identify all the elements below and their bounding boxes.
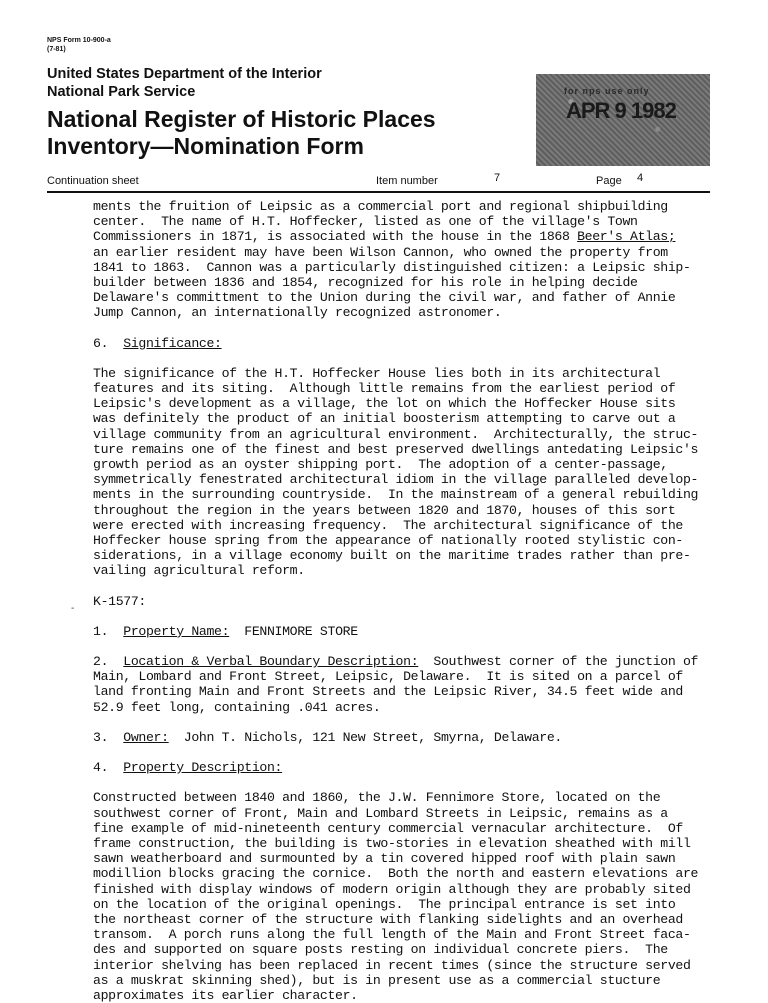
text-line: 1841 to 1863. Cannon was a particularly distinguished citizen: a Leipsic ship-: [93, 259, 691, 275]
text-line: builder between 1836 and 1854, recognized for his role in helping decide: [93, 275, 638, 291]
paragraph-property-description: [93, 790, 705, 1003]
text-line: was definitely the product of an initial boosterism attempting to carve out a: [93, 411, 676, 427]
continuation-header: [47, 172, 710, 191]
section-label: Owner:: [123, 729, 169, 745]
text-line: siderations, in a village economy built on the maritime trades rather than pre-: [93, 548, 691, 564]
section-property-name: [93, 624, 705, 639]
text-line: village community from an agricultural environment. Architecturally, the struc-: [93, 426, 699, 442]
form-title-line-1: National Register of Historic Places: [47, 106, 436, 132]
continuation-sheet-label: Continuation sheet: [47, 175, 139, 187]
section-number: 1.: [93, 623, 124, 639]
section-number: 2.: [93, 654, 124, 670]
item-number-value: 7: [494, 172, 501, 184]
property-id: K-1577:: [93, 593, 146, 609]
text-line: approximates its earlier character.: [93, 987, 358, 1003]
section-number: 3.: [93, 729, 124, 745]
form-title: [47, 106, 436, 160]
form-number: [47, 36, 111, 54]
text-line: interior shelving has been replaced in recent times (since the structure served: [93, 957, 691, 973]
text-line: Jump Cannon, an internationally recognized astronomer.: [93, 305, 502, 321]
text-line: finished with display windows of modern origin although they are probably sited: [93, 881, 691, 897]
margin-mark: -: [71, 603, 75, 614]
section-number: 6.: [93, 335, 124, 351]
text-fragment: Southwest corner of the junction of: [418, 654, 699, 670]
text-line: vailing agricultural reform.: [93, 563, 305, 579]
stamp-date: APR 9 1982: [566, 98, 676, 123]
text-line: Leipsic's development as a village, the lot on which the Hoffecker House sits: [93, 396, 676, 412]
page-number-value: 4: [637, 172, 644, 184]
text-line: fine example of mid-nineteenth century commercial vernacular architecture. Of: [93, 820, 683, 836]
paragraph-significance: [93, 366, 705, 579]
text-line: sawn weatherboard and surmounted by a tin covered hipped roof with plain sawn: [93, 851, 676, 867]
stamp-header-text: for nps use only: [564, 86, 650, 96]
received-date-stamp: [536, 74, 710, 166]
section-owner: [93, 730, 705, 745]
header-rule: [47, 191, 710, 193]
text-line: des and supported on square posts resting on individual concrete piers. The: [93, 942, 668, 958]
paragraph-significance-context: [93, 199, 705, 321]
agency-name: National Park Service: [47, 84, 196, 100]
text-line: Delaware's committment to the Union during the civil war, and father of Annie: [93, 290, 676, 306]
page-label: Page: [596, 175, 622, 187]
text-line: [93, 229, 705, 244]
text-line: growth period as an oyster shipping port. The adoption of a center-passage,: [93, 457, 668, 473]
text-line: The significance of the H.T. Hoffecker House lies both in its architectural: [93, 365, 661, 381]
section-label: Significance:: [123, 335, 222, 351]
text-line: were erected with increasing frequency. The architectural significance of the: [93, 517, 683, 533]
form-title-line-2: Inventory—Nomination Form: [47, 133, 364, 159]
text-line: southwest corner of Front, Main and Lombard Streets in Leipsic, remains as a: [93, 805, 668, 821]
item-number-label: Item number: [376, 175, 438, 187]
owner-value: John T. Nichols, 121 New Street, Smyrna, Delaware.: [168, 729, 562, 745]
text-line: Hoffecker house spring from the appearance of nationally rooted stylistic con-: [93, 533, 683, 549]
text-line: modillion blocks gracing the cornice. Both the north and eastern elevations are: [93, 866, 699, 882]
form-date-line: (7-81): [47, 46, 66, 53]
atlas-title: Beer's Atlas;: [577, 229, 676, 245]
text-fragment: Commissioners in 1871, is associated with the house in the 1868: [93, 229, 578, 245]
text-line: on the location of the original openings. The principal entrance is set into: [93, 896, 676, 912]
text-line: features and its siting. Although little remains from the earliest period of: [93, 381, 676, 397]
text-line: symmetrically fenestrated architectural idiom in the village paralleled develop-: [93, 472, 699, 488]
section-heading-significance: [93, 336, 705, 351]
text-line: the northeast corner of the structure with flanking sidelights and an overhead: [93, 911, 683, 927]
text-line: center. The name of H.T. Hoffecker, listed as one of the village's Town: [93, 214, 638, 230]
text-line: frame construction, the building is two-stories in elevation sheathed with mill: [93, 835, 691, 851]
text-line: [93, 654, 705, 669]
text-line: Constructed between 1840 and 1860, the J.W. Fennimore Store, located on the: [93, 790, 661, 806]
text-line: 52.9 feet long, containing .041 acres.: [93, 699, 381, 715]
document-body: [93, 199, 705, 1003]
form-number-line: NPS Form 10-900-a: [47, 37, 111, 44]
text-line: as a muskrat skinning shed), but is in present use as a commercial stucture: [93, 972, 661, 988]
section-location: [93, 654, 705, 715]
text-line: ments the fruition of Leipsic as a commercial port and regional shipbuilding: [93, 199, 668, 214]
property-name-value: FENNIMORE STORE: [229, 623, 358, 639]
text-line: throughout the region in the years between 1820 and 1870, houses of this sort: [93, 502, 676, 518]
section-label: Property Name:: [123, 623, 230, 639]
section-number: 4.: [93, 760, 124, 776]
text-line: ments in the surrounding countryside. In the mainstream of a general rebuilding: [93, 487, 699, 503]
text-line: an earlier resident may have been Wilson Cannon, who owned the property from: [93, 244, 668, 260]
text-line: ture remains one of the finest and best preserved dwellings antedating Leipsic's: [93, 441, 699, 457]
section-label: Property Description:: [123, 760, 283, 776]
section-label: Location & Verbal Boundary Description:: [123, 654, 419, 670]
section-heading-property-description: [93, 760, 705, 775]
department-name: United States Department of the Interior: [47, 66, 322, 82]
text-line: land fronting Main and Front Streets and the Leipsic River, 34.5 feet wide and: [93, 684, 683, 700]
text-line: Main, Lombard and Front Street, Leipsic, Delaware. It is sited on a parcel of: [93, 669, 683, 685]
text-line: transom. A porch runs along the full length of the Main and Front Street faca-: [93, 927, 691, 943]
